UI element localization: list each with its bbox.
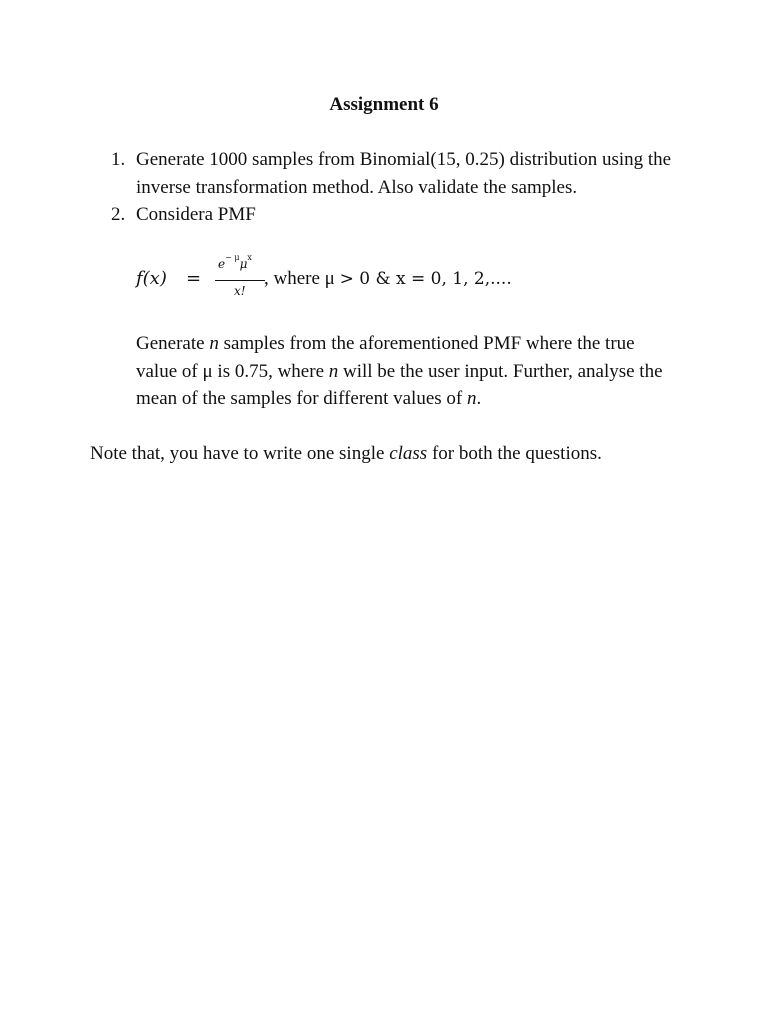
- question-number: 2.: [111, 204, 126, 225]
- formula-condition-text: > 0 & x = 0, 1, 2,....: [339, 269, 512, 289]
- pmf-formula: [136, 254, 636, 304]
- numerator-exponent-1: − μ: [225, 253, 240, 262]
- paragraph-part-3: will be the user input. Further, analyse the mean of the samples for different values of: [136, 360, 663, 409]
- question-2-paragraph: [136, 330, 676, 413]
- paragraph-part-1: Generate: [136, 333, 210, 354]
- paragraph-n-3: n: [466, 388, 477, 409]
- formula-condition: [264, 268, 512, 290]
- question-list: [0, 146, 768, 229]
- formula-denominator: x!: [234, 284, 246, 298]
- paragraph-part-4: .: [476, 388, 482, 409]
- formula-numerator: [218, 253, 252, 271]
- numerator-base: e: [218, 257, 226, 271]
- formula-equals: =: [186, 268, 202, 289]
- question-text: Considera PMF: [136, 204, 256, 225]
- question-item-2: [0, 201, 768, 229]
- numerator-exponent-2: x: [247, 253, 252, 262]
- question-number: 1.: [111, 149, 126, 170]
- note-part-2: for both the questions.: [427, 443, 602, 464]
- paragraph-n-2: n: [328, 360, 339, 382]
- question-text: Generate 1000 samples from Binomial(15, 0.25) distribution using the inverse transformation method. Also validate the samples.: [136, 149, 672, 198]
- page-title: Assignment 6: [329, 94, 439, 115]
- note-paragraph: [90, 440, 730, 468]
- paragraph-part-2: samples from the aforementioned PMF where the true value of μ is 0.75, where: [136, 333, 635, 382]
- numerator-mu: μ: [239, 257, 248, 271]
- question-item-1: [0, 146, 768, 201]
- paragraph-n-1: n: [209, 333, 219, 354]
- formula-lhs: f(x): [136, 268, 167, 289]
- note-part-1: Note that, you have to write one single: [90, 443, 390, 464]
- fraction-bar: [215, 280, 265, 281]
- formula-where: , where μ: [264, 268, 335, 289]
- note-emphasis: class: [389, 443, 428, 464]
